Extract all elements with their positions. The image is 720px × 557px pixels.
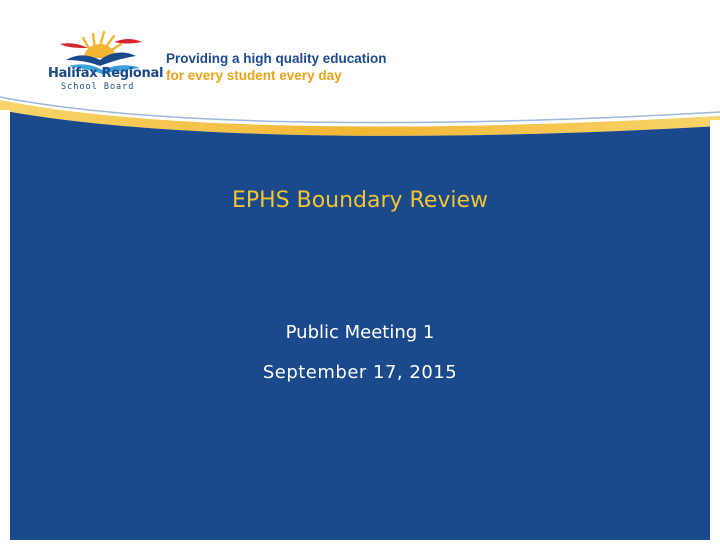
logo-name: Halifax Regional [48, 66, 164, 81]
header [0, 0, 720, 130]
logo-subname: School Board [61, 82, 135, 92]
meeting-name: Public Meeting 1 [285, 322, 435, 343]
meeting-date: September 17, 2015 [262, 362, 458, 383]
tagline-line-2: for every student every day [166, 68, 342, 83]
tagline-line-1: Providing a high quality education [166, 51, 387, 66]
slide-title: EPHS Boundary Review [231, 188, 489, 213]
